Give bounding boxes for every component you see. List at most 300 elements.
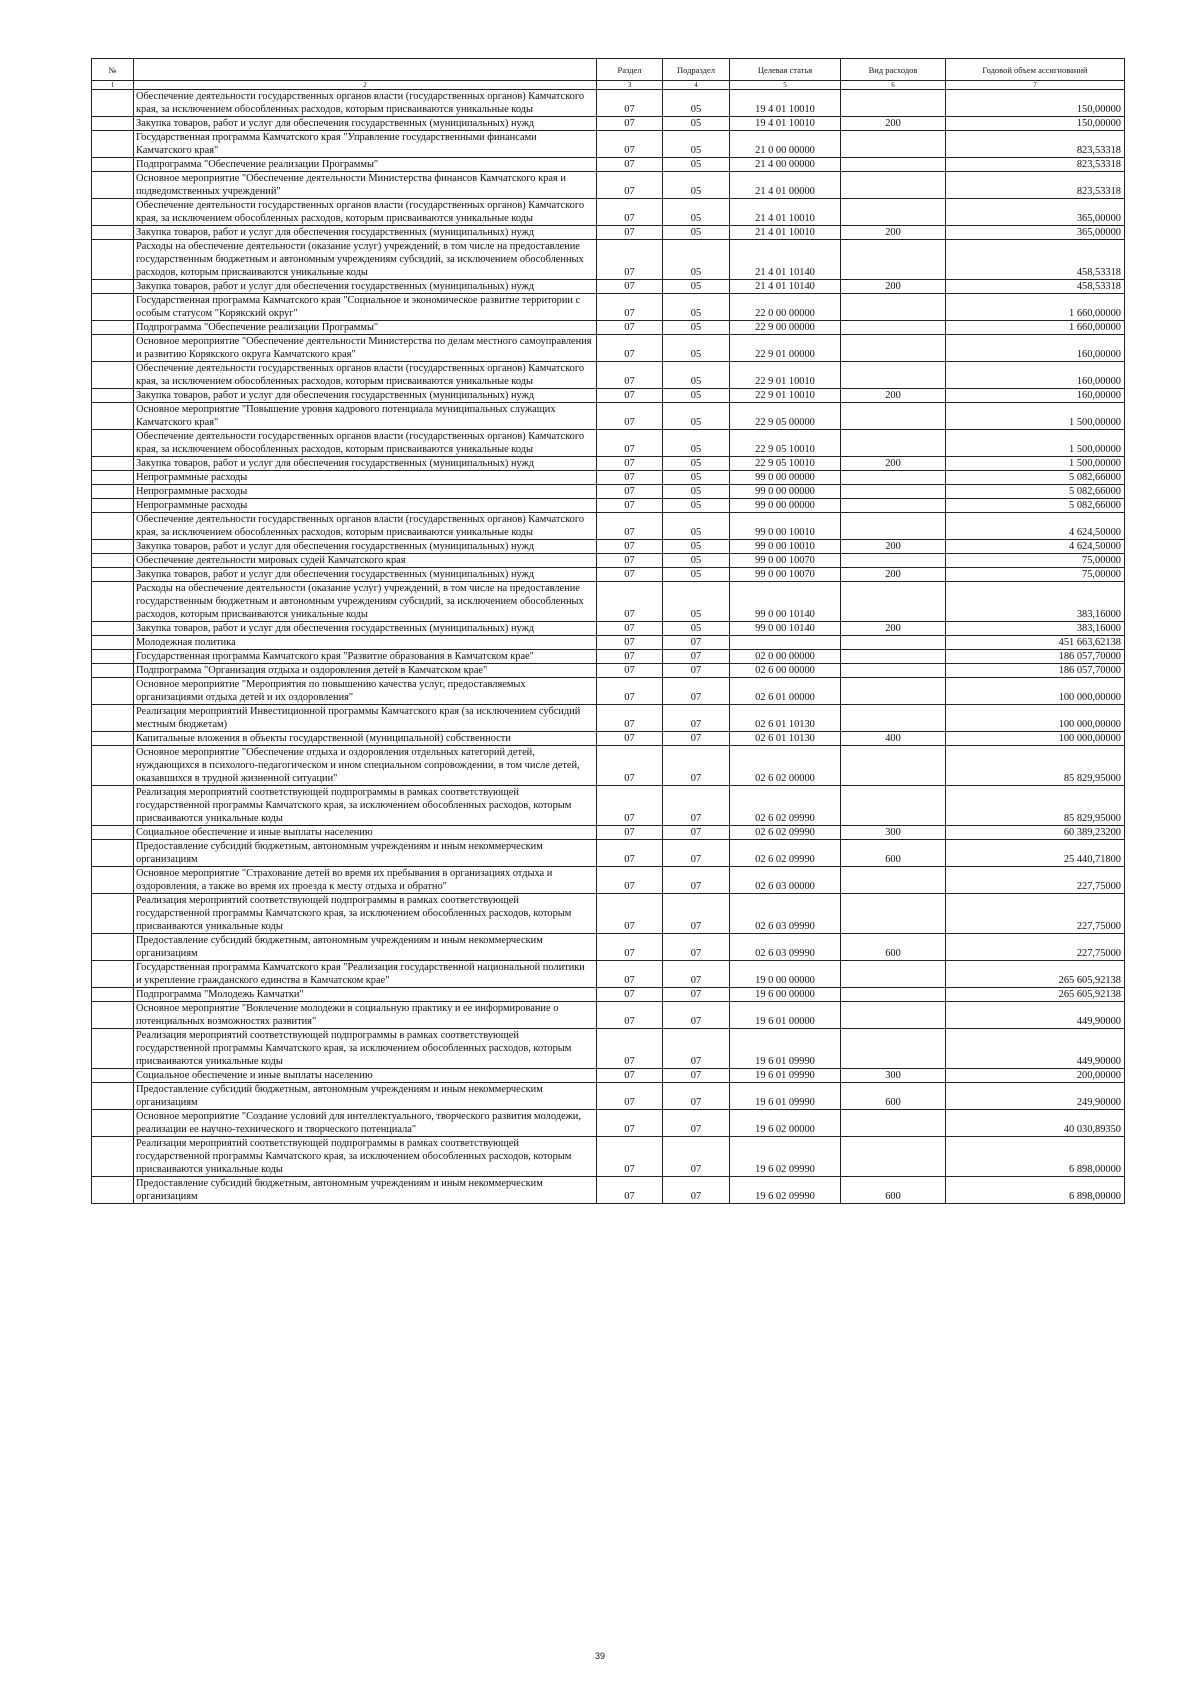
row-name-cell: Закупка товаров, работ и услуг для обеспечения государственных (муниципальных) нужд [134, 280, 597, 294]
row-subsection-cell: 07 [663, 1137, 730, 1177]
column-number: 4 [663, 81, 730, 90]
row-number-cell [92, 568, 134, 582]
row-subsection-cell: 07 [663, 1177, 730, 1204]
row-amount-cell: 1 660,00000 [946, 321, 1125, 335]
row-number-cell [92, 1029, 134, 1069]
row-target-article-cell: 19 6 02 09990 [730, 1177, 841, 1204]
row-expense-type-cell [841, 1110, 946, 1137]
row-amount-cell: 4 624,50000 [946, 513, 1125, 540]
row-name-cell: Основное мероприятие "Мероприятия по повышению качества услуг, предоставляемых организациями отдыха детей и их оздоровления" [134, 678, 597, 705]
row-expense-type-cell [841, 199, 946, 226]
row-target-article-cell: 22 9 01 10010 [730, 389, 841, 403]
row-number-cell [92, 321, 134, 335]
row-section-cell: 07 [597, 335, 663, 362]
table-row [92, 988, 1125, 1002]
table-row [92, 1177, 1125, 1204]
row-number-cell [92, 294, 134, 321]
table-row [92, 117, 1125, 131]
row-amount-cell: 186 057,70000 [946, 664, 1125, 678]
row-subsection-cell: 05 [663, 471, 730, 485]
row-expense-type-cell [841, 786, 946, 826]
row-number-cell [92, 732, 134, 746]
row-number-cell [92, 158, 134, 172]
row-expense-type-cell [841, 499, 946, 513]
table-row [92, 362, 1125, 389]
row-target-article-cell: 19 0 00 00000 [730, 961, 841, 988]
row-expense-type-cell [841, 582, 946, 622]
row-section-cell: 07 [597, 582, 663, 622]
row-expense-type-cell [841, 430, 946, 457]
row-expense-type-cell [841, 362, 946, 389]
row-expense-type-cell [841, 335, 946, 362]
row-amount-cell: 449,90000 [946, 1002, 1125, 1029]
row-target-article-cell: 02 0 00 00000 [730, 650, 841, 664]
row-number-cell [92, 705, 134, 732]
row-amount-cell: 6 898,00000 [946, 1137, 1125, 1177]
row-subsection-cell: 07 [663, 746, 730, 786]
row-section-cell: 07 [597, 840, 663, 867]
row-number-cell [92, 457, 134, 471]
table-row [92, 457, 1125, 471]
row-target-article-cell: 21 4 01 10140 [730, 240, 841, 280]
table-row [92, 1110, 1125, 1137]
row-section-cell: 07 [597, 1137, 663, 1177]
row-subsection-cell: 05 [663, 430, 730, 457]
row-section-cell: 07 [597, 294, 663, 321]
row-subsection-cell: 07 [663, 934, 730, 961]
row-name-cell: Обеспечение деятельности государственных органов власти (государственных органов) Камчатского края, за исключением обособленных расходов, которым присваиваются уникальные коды [134, 430, 597, 457]
row-section-cell: 07 [597, 961, 663, 988]
row-section-cell: 07 [597, 554, 663, 568]
row-target-article-cell: 19 6 00 00000 [730, 988, 841, 1002]
row-section-cell: 07 [597, 471, 663, 485]
row-number-cell [92, 335, 134, 362]
row-section-cell: 07 [597, 131, 663, 158]
row-name-cell: Основное мероприятие "Вовлечение молодежи в социальную практику и ее информирование о потенциальных возможностях развития" [134, 1002, 597, 1029]
row-number-cell [92, 840, 134, 867]
row-target-article-cell: 22 9 05 10010 [730, 457, 841, 471]
row-subsection-cell: 07 [663, 826, 730, 840]
row-target-article-cell: 22 9 00 00000 [730, 321, 841, 335]
row-name-cell: Непрограммные расходы [134, 499, 597, 513]
row-subsection-cell: 05 [663, 280, 730, 294]
row-section-cell: 07 [597, 117, 663, 131]
row-section-cell: 07 [597, 894, 663, 934]
table-row [92, 678, 1125, 705]
row-subsection-cell: 07 [663, 1083, 730, 1110]
row-expense-type-cell [841, 471, 946, 485]
row-name-cell: Закупка товаров, работ и услуг для обеспечения государственных (муниципальных) нужд [134, 389, 597, 403]
row-section-cell: 07 [597, 786, 663, 826]
row-number-cell [92, 894, 134, 934]
budget-table [91, 58, 1125, 1204]
row-number-cell [92, 430, 134, 457]
row-expense-type-cell [841, 321, 946, 335]
row-expense-type-cell: 400 [841, 732, 946, 746]
row-amount-cell: 150,00000 [946, 117, 1125, 131]
row-expense-type-cell [841, 1137, 946, 1177]
table-row [92, 664, 1125, 678]
row-amount-cell: 75,00000 [946, 554, 1125, 568]
row-target-article-cell: 99 0 00 10010 [730, 540, 841, 554]
row-amount-cell: 5 082,66000 [946, 471, 1125, 485]
row-number-cell [92, 117, 134, 131]
row-section-cell: 07 [597, 1083, 663, 1110]
row-amount-cell: 25 440,71800 [946, 840, 1125, 867]
row-amount-cell: 249,90000 [946, 1083, 1125, 1110]
row-number-cell [92, 280, 134, 294]
row-subsection-cell: 05 [663, 294, 730, 321]
row-name-cell: Расходы на обеспечение деятельности (оказание услуг) учреждений, в том числе на предоставление государственным бюджетным и автономным учреждениям субсидий, за исключением обособленных расходов, которым присваиваются уникальные коды [134, 582, 597, 622]
row-number-cell [92, 226, 134, 240]
row-target-article-cell: 02 6 01 00000 [730, 678, 841, 705]
column-number: 7 [946, 81, 1125, 90]
row-section-cell: 07 [597, 1029, 663, 1069]
row-amount-cell: 100 000,00000 [946, 678, 1125, 705]
row-subsection-cell: 07 [663, 636, 730, 650]
column-number: 3 [597, 81, 663, 90]
header-number: № [92, 59, 134, 81]
row-name-cell: Капитальные вложения в объекты государственной (муниципальной) собственности [134, 732, 597, 746]
row-name-cell: Государственная программа Камчатского края "Социальное и экономическое развитие территории с особым статусом "Корякский округ" [134, 294, 597, 321]
row-amount-cell: 227,75000 [946, 894, 1125, 934]
row-number-cell [92, 1002, 134, 1029]
table-row [92, 158, 1125, 172]
row-number-cell [92, 650, 134, 664]
row-section-cell: 07 [597, 226, 663, 240]
row-subsection-cell: 05 [663, 540, 730, 554]
row-expense-type-cell: 600 [841, 1177, 946, 1204]
row-target-article-cell: 21 0 00 00000 [730, 131, 841, 158]
row-amount-cell: 451 663,62138 [946, 636, 1125, 650]
row-expense-type-cell: 300 [841, 1069, 946, 1083]
table-row [92, 280, 1125, 294]
row-number-cell [92, 1069, 134, 1083]
row-expense-type-cell: 600 [841, 1083, 946, 1110]
table-row [92, 226, 1125, 240]
budget-table-page [91, 58, 1124, 1204]
row-amount-cell: 1 500,00000 [946, 457, 1125, 471]
row-number-cell [92, 485, 134, 499]
row-number-cell [92, 362, 134, 389]
page-number: 39 [594, 1651, 605, 1661]
row-subsection-cell: 05 [663, 90, 730, 117]
row-amount-cell: 6 898,00000 [946, 1177, 1125, 1204]
row-number-cell [92, 1137, 134, 1177]
row-target-article-cell: 02 6 01 10130 [730, 732, 841, 746]
row-subsection-cell: 07 [663, 1029, 730, 1069]
row-name-cell: Основное мероприятие "Обеспечение деятельности Министерства финансов Камчатского края и подведомственных учреждений" [134, 172, 597, 199]
row-name-cell: Подпрограмма "Обеспечение реализации Программы" [134, 158, 597, 172]
row-number-cell [92, 746, 134, 786]
row-amount-cell: 160,00000 [946, 362, 1125, 389]
row-amount-cell: 383,16000 [946, 622, 1125, 636]
row-target-article-cell: 02 6 03 09990 [730, 934, 841, 961]
table-row [92, 172, 1125, 199]
row-subsection-cell: 05 [663, 117, 730, 131]
row-number-cell [92, 988, 134, 1002]
row-target-article-cell: 21 4 01 10140 [730, 280, 841, 294]
row-name-cell: Государственная программа Камчатского края "Развитие образования в Камчатском крае" [134, 650, 597, 664]
row-target-article-cell: 99 0 00 00000 [730, 471, 841, 485]
row-target-article-cell: 99 0 00 00000 [730, 499, 841, 513]
row-section-cell: 07 [597, 430, 663, 457]
row-expense-type-cell [841, 664, 946, 678]
row-target-article-cell: 22 9 01 00000 [730, 335, 841, 362]
row-amount-cell: 186 057,70000 [946, 650, 1125, 664]
row-section-cell: 07 [597, 988, 663, 1002]
row-subsection-cell: 05 [663, 335, 730, 362]
row-subsection-cell: 07 [663, 1069, 730, 1083]
row-section-cell: 07 [597, 732, 663, 746]
table-row [92, 867, 1125, 894]
table-row [92, 90, 1125, 117]
row-number-cell [92, 664, 134, 678]
row-target-article-cell: 19 4 01 10010 [730, 117, 841, 131]
row-expense-type-cell: 200 [841, 457, 946, 471]
row-target-article-cell: 99 0 00 10070 [730, 568, 841, 582]
row-section-cell: 07 [597, 403, 663, 430]
row-amount-cell: 160,00000 [946, 389, 1125, 403]
row-name-cell: Обеспечение деятельности мировых судей Камчатского края [134, 554, 597, 568]
row-target-article-cell: 02 6 03 09990 [730, 894, 841, 934]
row-amount-cell: 458,53318 [946, 240, 1125, 280]
row-name-cell: Непрограммные расходы [134, 485, 597, 499]
table-row [92, 485, 1125, 499]
row-number-cell [92, 786, 134, 826]
table-row [92, 746, 1125, 786]
row-name-cell: Основное мероприятие "Создание условий для интеллектуального, творческого развития молодежи, реализации ее научно-технического и творческого потенциала" [134, 1110, 597, 1137]
row-expense-type-cell [841, 1029, 946, 1069]
row-name-cell: Закупка товаров, работ и услуг для обеспечения государственных (муниципальных) нужд [134, 117, 597, 131]
row-section-cell: 07 [597, 636, 663, 650]
row-number-cell [92, 867, 134, 894]
row-expense-type-cell [841, 867, 946, 894]
row-section-cell: 07 [597, 513, 663, 540]
row-number-cell [92, 513, 134, 540]
row-subsection-cell: 05 [663, 131, 730, 158]
row-amount-cell: 823,53318 [946, 158, 1125, 172]
row-target-article-cell: 22 0 00 00000 [730, 294, 841, 321]
row-target-article-cell: 02 6 03 00000 [730, 867, 841, 894]
row-target-article-cell [730, 636, 841, 650]
row-target-article-cell: 02 6 01 10130 [730, 705, 841, 732]
row-number-cell [92, 678, 134, 705]
row-subsection-cell: 05 [663, 457, 730, 471]
row-amount-cell: 449,90000 [946, 1029, 1125, 1069]
row-expense-type-cell [841, 172, 946, 199]
row-name-cell: Закупка товаров, работ и услуг для обеспечения государственных (муниципальных) нужд [134, 568, 597, 582]
row-target-article-cell: 99 0 00 10140 [730, 582, 841, 622]
row-target-article-cell: 22 9 05 10010 [730, 430, 841, 457]
row-section-cell: 07 [597, 321, 663, 335]
row-subsection-cell: 07 [663, 1110, 730, 1137]
table-row [92, 1002, 1125, 1029]
row-name-cell: Обеспечение деятельности государственных органов власти (государственных органов) Камчатского края, за исключением обособленных расходов, которым присваиваются уникальные коды [134, 362, 597, 389]
row-section-cell: 07 [597, 1110, 663, 1137]
header-target-article: Целевая статья [730, 59, 841, 81]
row-section-cell: 07 [597, 362, 663, 389]
row-section-cell: 07 [597, 934, 663, 961]
row-number-cell [92, 636, 134, 650]
table-row [92, 622, 1125, 636]
row-subsection-cell: 07 [663, 786, 730, 826]
header-section: Раздел [597, 59, 663, 81]
row-amount-cell: 383,16000 [946, 582, 1125, 622]
row-name-cell: Реализация мероприятий соответствующей подпрограммы в рамках соответствующей государственной программы Камчатского края, за исключением обособленных расходов, которым присваиваются уникальные коды [134, 1029, 597, 1069]
table-row [92, 554, 1125, 568]
row-name-cell: Реализация мероприятий соответствующей подпрограммы в рамках соответствующей государственной программы Камчатского края, за исключением обособленных расходов, которым присваиваются уникальные коды [134, 786, 597, 826]
row-name-cell: Государственная программа Камчатского края "Управление государственными финансами Камчатского края" [134, 131, 597, 158]
row-target-article-cell: 02 6 00 00000 [730, 664, 841, 678]
header-subsection: Подраздел [663, 59, 730, 81]
row-expense-type-cell: 200 [841, 622, 946, 636]
row-name-cell: Предоставление субсидий бюджетным, автономным учреждениям и иным некоммерческим организациям [134, 1177, 597, 1204]
row-number-cell [92, 90, 134, 117]
row-name-cell: Предоставление субсидий бюджетным, автономным учреждениям и иным некоммерческим организациям [134, 1083, 597, 1110]
row-number-cell [92, 1110, 134, 1137]
row-expense-type-cell [841, 403, 946, 430]
table-row [92, 513, 1125, 540]
row-section-cell: 07 [597, 678, 663, 705]
row-number-cell [92, 240, 134, 280]
header-expense-type: Вид расходов [841, 59, 946, 81]
row-name-cell: Основное мероприятие "Обеспечение деятельности Министерства по делам местного самоуправления и развитию Корякского округа Камчатского края" [134, 335, 597, 362]
row-name-cell: Реализация мероприятий соответствующей подпрограммы в рамках соответствующей государственной программы Камчатского края, за исключением обособленных расходов, которым присваиваются уникальные коды [134, 894, 597, 934]
row-target-article-cell: 22 9 01 10010 [730, 362, 841, 389]
row-amount-cell: 1 500,00000 [946, 403, 1125, 430]
row-section-cell: 07 [597, 746, 663, 786]
row-target-article-cell: 21 4 01 10010 [730, 226, 841, 240]
row-subsection-cell: 07 [663, 1002, 730, 1029]
row-section-cell: 07 [597, 485, 663, 499]
row-subsection-cell: 05 [663, 499, 730, 513]
row-section-cell: 07 [597, 867, 663, 894]
row-expense-type-cell [841, 746, 946, 786]
row-name-cell: Основное мероприятие "Обеспечение отдыха и оздоровления отдельных категорий детей, нуждающихся в психолого-педагогическом и ином специальном сопровождении, в том числе детей, оказавшихся в трудной жизненной ситуации" [134, 746, 597, 786]
row-section-cell: 07 [597, 568, 663, 582]
row-section-cell: 07 [597, 499, 663, 513]
row-name-cell: Обеспечение деятельности государственных органов власти (государственных органов) Камчатского края, за исключением обособленных расходов, которым присваиваются уникальные коды [134, 90, 597, 117]
row-target-article-cell: 19 6 01 00000 [730, 1002, 841, 1029]
row-name-cell: Расходы на обеспечение деятельности (оказание услуг) учреждений, в том числе на предоставление государственным бюджетным и автономным учреждениям субсидий, за исключением обособленных расходов, которым присваиваются уникальные коды [134, 240, 597, 280]
table-row [92, 294, 1125, 321]
row-subsection-cell: 07 [663, 705, 730, 732]
row-subsection-cell: 05 [663, 362, 730, 389]
table-row [92, 826, 1125, 840]
row-expense-type-cell: 200 [841, 568, 946, 582]
table-row [92, 321, 1125, 335]
row-amount-cell: 85 829,95000 [946, 786, 1125, 826]
row-expense-type-cell [841, 158, 946, 172]
table-row [92, 335, 1125, 362]
table-row [92, 430, 1125, 457]
row-section-cell: 07 [597, 280, 663, 294]
column-number-row [92, 81, 1125, 90]
row-name-cell: Закупка товаров, работ и услуг для обеспечения государственных (муниципальных) нужд [134, 226, 597, 240]
table-row [92, 840, 1125, 867]
row-subsection-cell: 05 [663, 582, 730, 622]
row-section-cell: 07 [597, 622, 663, 636]
row-subsection-cell: 05 [663, 568, 730, 582]
row-number-cell [92, 554, 134, 568]
row-name-cell: Подпрограмма "Обеспечение реализации Программы" [134, 321, 597, 335]
row-expense-type-cell: 200 [841, 389, 946, 403]
row-number-cell [92, 131, 134, 158]
row-expense-type-cell [841, 678, 946, 705]
row-name-cell: Закупка товаров, работ и услуг для обеспечения государственных (муниципальных) нужд [134, 622, 597, 636]
row-name-cell: Молодежная политика [134, 636, 597, 650]
row-amount-cell: 227,75000 [946, 934, 1125, 961]
table-row [92, 471, 1125, 485]
table-row [92, 732, 1125, 746]
row-subsection-cell: 07 [663, 840, 730, 867]
column-number: 5 [730, 81, 841, 90]
row-amount-cell: 160,00000 [946, 335, 1125, 362]
row-subsection-cell: 07 [663, 650, 730, 664]
row-number-cell [92, 961, 134, 988]
row-number-cell [92, 389, 134, 403]
row-name-cell: Социальное обеспечение и иные выплаты населению [134, 826, 597, 840]
row-name-cell: Подпрограмма "Молодежь Камчатки" [134, 988, 597, 1002]
row-subsection-cell: 05 [663, 403, 730, 430]
row-amount-cell: 365,00000 [946, 226, 1125, 240]
row-section-cell: 07 [597, 1177, 663, 1204]
row-subsection-cell: 05 [663, 485, 730, 499]
row-name-cell: Реализация мероприятий соответствующей подпрограммы в рамках соответствующей государственной программы Камчатского края, за исключением обособленных расходов, которым присваиваются уникальные коды [134, 1137, 597, 1177]
row-expense-type-cell: 300 [841, 826, 946, 840]
row-section-cell: 07 [597, 389, 663, 403]
table-row [92, 636, 1125, 650]
row-subsection-cell: 05 [663, 226, 730, 240]
row-target-article-cell: 19 6 01 09990 [730, 1083, 841, 1110]
row-target-article-cell: 02 6 02 09990 [730, 840, 841, 867]
row-subsection-cell: 07 [663, 961, 730, 988]
row-number-cell [92, 499, 134, 513]
row-amount-cell: 200,00000 [946, 1069, 1125, 1083]
table-row [92, 540, 1125, 554]
header-row [92, 59, 1125, 81]
row-section-cell: 07 [597, 650, 663, 664]
row-subsection-cell: 05 [663, 321, 730, 335]
row-subsection-cell: 05 [663, 622, 730, 636]
row-number-cell [92, 826, 134, 840]
table-body [92, 90, 1125, 1204]
row-subsection-cell: 07 [663, 678, 730, 705]
row-subsection-cell: 05 [663, 158, 730, 172]
table-row [92, 403, 1125, 430]
row-target-article-cell: 21 4 01 10010 [730, 199, 841, 226]
row-target-article-cell: 02 6 02 09990 [730, 786, 841, 826]
row-target-article-cell: 21 4 01 00000 [730, 172, 841, 199]
row-name-cell: Государственная программа Камчатского края "Реализация государственной национальной политики и укрепление гражданского единства в Камчатском крае" [134, 961, 597, 988]
row-number-cell [92, 403, 134, 430]
row-expense-type-cell [841, 554, 946, 568]
row-subsection-cell: 07 [663, 867, 730, 894]
row-section-cell: 07 [597, 90, 663, 117]
row-section-cell: 07 [597, 158, 663, 172]
row-amount-cell: 100 000,00000 [946, 705, 1125, 732]
row-name-cell: Непрограммные расходы [134, 471, 597, 485]
row-target-article-cell: 19 6 01 09990 [730, 1069, 841, 1083]
row-expense-type-cell [841, 988, 946, 1002]
row-subsection-cell: 05 [663, 513, 730, 540]
row-name-cell: Предоставление субсидий бюджетным, автономным учреждениям и иным некоммерческим организациям [134, 840, 597, 867]
row-target-article-cell: 99 0 00 10070 [730, 554, 841, 568]
row-section-cell: 07 [597, 1002, 663, 1029]
row-amount-cell: 5 082,66000 [946, 499, 1125, 513]
row-section-cell: 07 [597, 199, 663, 226]
